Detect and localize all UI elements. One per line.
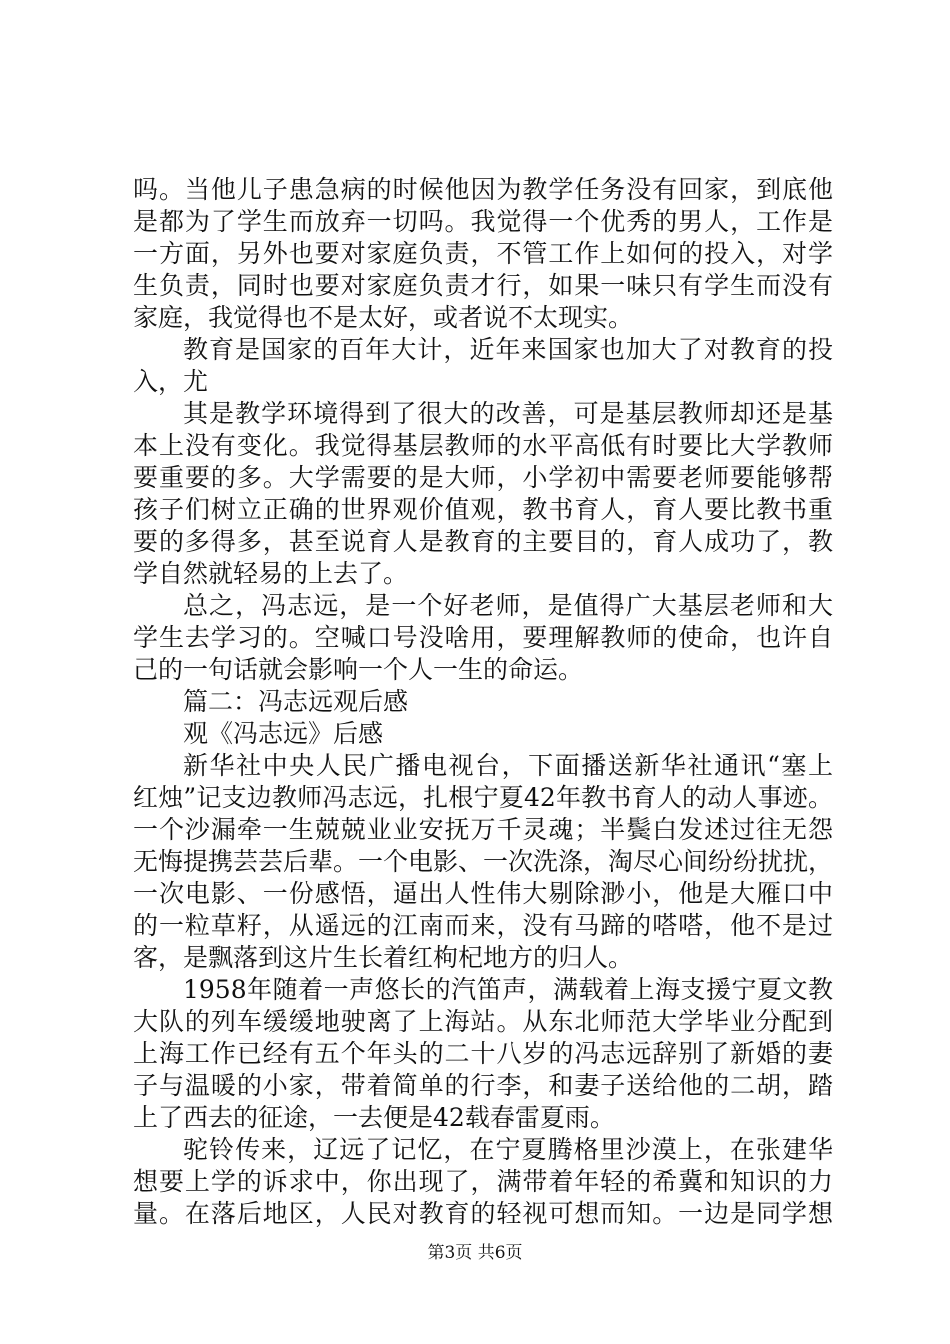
text-line: 篇二：冯志远观后感 xyxy=(183,687,409,716)
text-line: 想要上学的诉求中，你出现了，满带着年轻的希冀和知识的力 xyxy=(133,1167,833,1196)
text-line: 本上没有变化。我觉得基层教师的水平高低有时要比大学教师 xyxy=(133,431,833,460)
text-line: 总之，冯志远，是一个好老师，是值得广大基层老师和大 xyxy=(183,591,833,620)
text-line: 吗。当他儿子患急病的时候他因为教学任务没有回家，到底他 xyxy=(133,175,833,204)
text-line: 1958年随着一声悠长的汽笛声，满载着上海支援宁夏文教 xyxy=(183,975,833,1004)
text-line: 要的多得多，甚至说育人是教育的主要目的，育人成功了，教 xyxy=(133,527,833,556)
text-line: 一个沙漏牵一生兢兢业业安抚万千灵魂；半鬓白发述过往无怨 xyxy=(133,815,833,844)
text-line: 学生去学习的。空喊口号没啥用，要理解教师的使命，也许自 xyxy=(133,623,833,652)
text-line: 客，是飘落到这片生长着红枸杞地方的归人。 xyxy=(133,943,634,972)
text-line: 量。在落后地区，人民对教育的轻视可想而知。一边是同学想 xyxy=(133,1199,833,1228)
text-line: 大队的列车缓缓地驶离了上海站。从东北师范大学毕业分配到 xyxy=(133,1007,833,1036)
text-line: 新华社中央人民广播电视台，下面播送新华社通讯“塞上 xyxy=(183,751,833,780)
text-line: 生负责，同时也要对家庭负责才行，如果一味只有学生而没有 xyxy=(133,271,833,300)
text-line: 己的一句话就会影响一个人一生的命运。 xyxy=(133,655,584,684)
text-line: 学自然就轻易的上去了。 xyxy=(133,559,409,588)
text-line: 家庭，我觉得也不是太好，或者说不太现实。 xyxy=(133,303,634,332)
text-line: 驼铃传来，辽远了记忆，在宁夏腾格里沙漠上，在张建华 xyxy=(183,1135,833,1164)
text-line: 观《冯志远》后感 xyxy=(183,719,384,748)
text-line: 一方面，另外也要对家庭负责，不管工作上如何的投入，对学 xyxy=(133,239,833,268)
text-line: 教育是国家的百年大计，近年来国家也加大了对教育的投 xyxy=(183,335,833,364)
text-line: 红烛”记支边教师冯志远，扎根宁夏42年教书育人的动人事迹。 xyxy=(133,783,833,812)
text-line: 子与温暖的小家，带着简单的行李，和妻子送给他的二胡，踏 xyxy=(133,1071,833,1100)
text-line: 要重要的多。大学需要的是大师，小学初中需要老师要能够帮 xyxy=(133,463,833,492)
text-line: 上海工作已经有五个年头的二十八岁的冯志远辞别了新婚的妻 xyxy=(133,1039,833,1068)
body-text xyxy=(133,174,833,1230)
text-line: 一次电影、一份感悟，逼出人性伟大剔除渺小，他是大雁口中 xyxy=(133,879,833,908)
page-footer: 第3页 共6页 xyxy=(427,1243,523,1263)
text-line: 入，尤 xyxy=(133,367,209,396)
text-line: 上了西去的征途，一去便是42载春雷夏雨。 xyxy=(133,1103,615,1132)
text-line: 孩子们树立正确的世界观价值观，教书育人，育人要比教书重 xyxy=(133,495,833,524)
text-line: 是都为了学生而放弃一切吗。我觉得一个优秀的男人，工作是 xyxy=(133,207,833,236)
text-line: 其是教学环境得到了很大的改善，可是基层教师却还是基 xyxy=(183,399,833,428)
text-line: 无悔提携芸芸后辈。一个电影、一次洗涤，淘尽心间纷纷扰扰， xyxy=(133,847,834,876)
text-line: 的一粒草籽，从遥远的江南而来，没有马蹄的嗒嗒，他不是过 xyxy=(133,911,833,940)
